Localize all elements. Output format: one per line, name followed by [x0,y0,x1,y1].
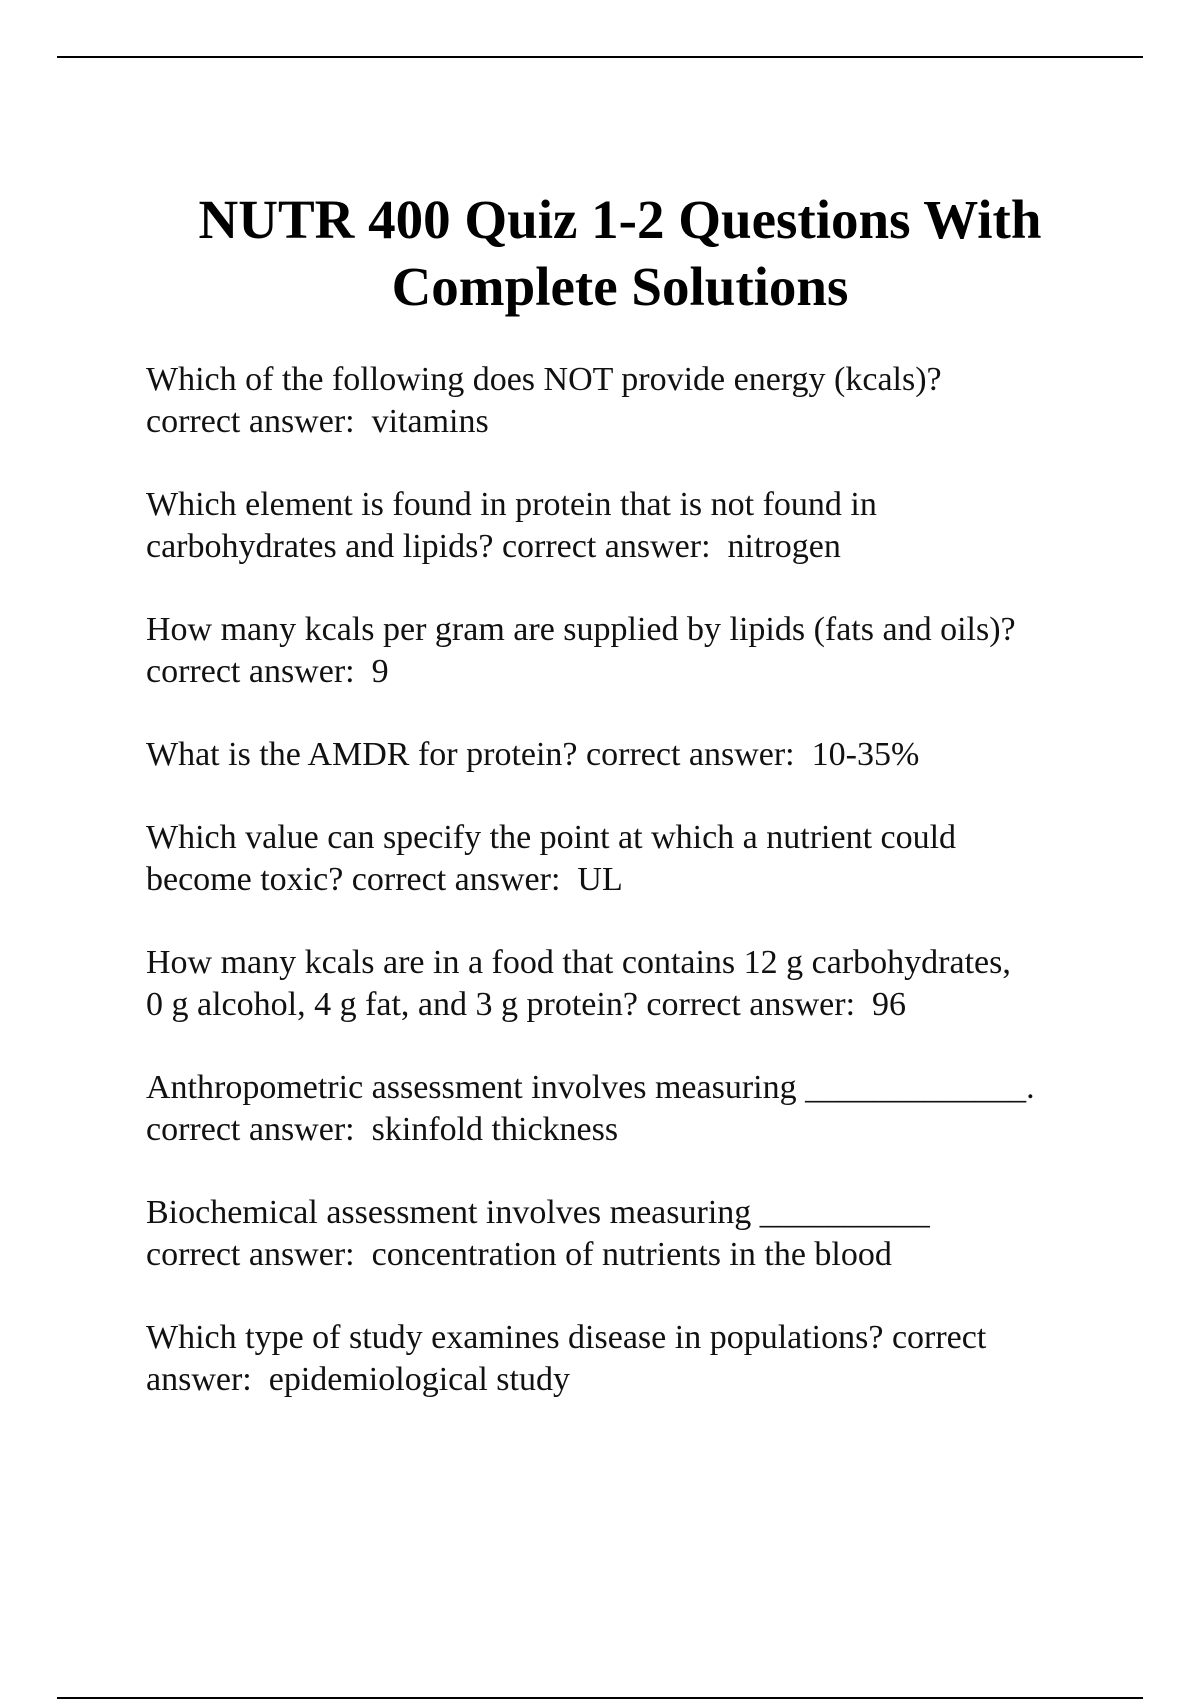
question-line-1: How many kcals are in a food that contains 12 g carbohydrates, [146,944,1011,981]
question-line-1: How many kcals per gram are supplied by lipids (fats and oils)? [146,611,1016,648]
question-item [146,817,1106,901]
question-line-2: correct answer: vitamins [146,403,489,440]
top-divider [57,56,1143,58]
question-line-1: What is the AMDR for protein? correct answer: 10-35% [146,736,920,773]
question-item [146,609,1106,693]
question-line-2: correct answer: 9 [146,653,389,690]
question-line-1: Which element is found in protein that is not found in [146,486,877,523]
question-item [146,734,1106,776]
title-line-2: Complete Solutions [391,256,849,317]
question-line-2: correct answer: skinfold thickness [146,1111,619,1148]
page-title [100,186,1140,320]
question-item [146,1192,1106,1276]
question-item [146,1317,1106,1401]
question-line-1: Anthropometric assessment involves measuring _____________. [146,1069,1035,1106]
question-line-1: Which type of study examines disease in populations? correct [146,1319,987,1356]
question-line-2: become toxic? correct answer: UL [146,861,623,898]
question-line-1: Which of the following does NOT provide energy (kcals)? [146,361,942,398]
question-line-1: Which value can specify the point at which a nutrient could [146,819,957,856]
question-line-2: carbohydrates and lipids? correct answer: nitrogen [146,528,841,565]
question-line-2: 0 g alcohol, 4 g fat, and 3 g protein? correct answer: 96 [146,986,907,1023]
question-item [146,484,1106,568]
question-item [146,359,1106,443]
question-list [146,359,1106,1442]
question-line-2: answer: epidemiological study [146,1361,570,1398]
question-line-2: correct answer: concentration of nutrients in the blood [146,1236,892,1273]
question-item [146,1067,1106,1151]
question-line-1: Biochemical assessment involves measuring __________ [146,1194,930,1231]
question-item [146,942,1106,1026]
bottom-divider [57,1697,1143,1699]
title-line-1: NUTR 400 Quiz 1-2 Questions With [198,189,1042,250]
